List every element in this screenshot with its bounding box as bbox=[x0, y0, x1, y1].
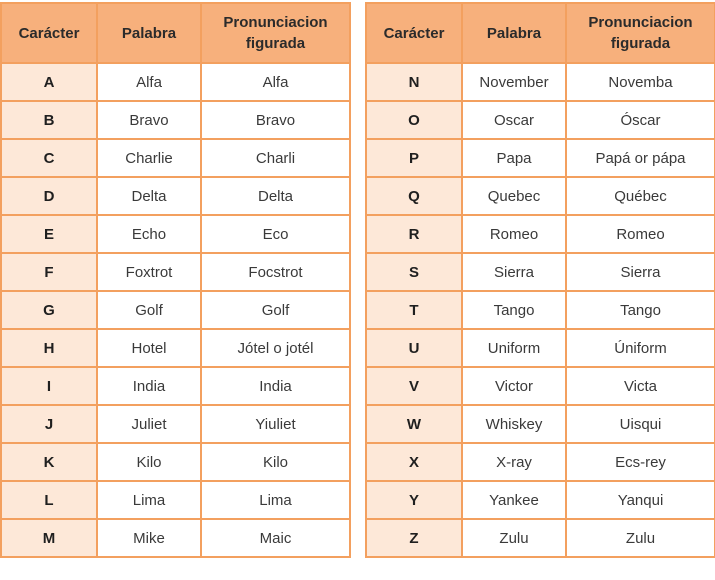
header-word: Palabra bbox=[462, 3, 566, 63]
character-cell: X bbox=[366, 443, 462, 481]
table-row bbox=[1, 367, 350, 405]
word-cell: Papa bbox=[462, 139, 566, 177]
pronunciation-cell: Bravo bbox=[201, 101, 350, 139]
table-row bbox=[1, 139, 350, 177]
table-row bbox=[1, 519, 350, 557]
character-cell: B bbox=[1, 101, 97, 139]
pronunciation-cell: India bbox=[201, 367, 350, 405]
character-cell: I bbox=[1, 367, 97, 405]
pronunciation-cell: Lima bbox=[201, 481, 350, 519]
header-pronunciation: Pronunciacion figurada bbox=[566, 3, 715, 63]
phonetic-table-left bbox=[0, 2, 351, 558]
table-row bbox=[366, 329, 715, 367]
character-cell: Y bbox=[366, 481, 462, 519]
character-cell: K bbox=[1, 443, 97, 481]
header-row bbox=[1, 3, 350, 63]
table-row bbox=[1, 481, 350, 519]
word-cell: Romeo bbox=[462, 215, 566, 253]
header-pronunciation: Pronunciacion figurada bbox=[201, 3, 350, 63]
table-row bbox=[366, 405, 715, 443]
table-row bbox=[1, 443, 350, 481]
word-cell: Bravo bbox=[97, 101, 201, 139]
pronunciation-cell: Tango bbox=[566, 291, 715, 329]
character-cell: M bbox=[1, 519, 97, 557]
word-cell: Delta bbox=[97, 177, 201, 215]
pronunciation-cell: Papá or pápa bbox=[566, 139, 715, 177]
word-cell: Mike bbox=[97, 519, 201, 557]
pronunciation-cell: Alfa bbox=[201, 63, 350, 101]
header-row bbox=[366, 3, 715, 63]
word-cell: Echo bbox=[97, 215, 201, 253]
table-row bbox=[1, 291, 350, 329]
table-row bbox=[366, 215, 715, 253]
word-cell: Sierra bbox=[462, 253, 566, 291]
table-row bbox=[1, 253, 350, 291]
character-cell: P bbox=[366, 139, 462, 177]
pronunciation-cell: Novemba bbox=[566, 63, 715, 101]
character-cell: F bbox=[1, 253, 97, 291]
table-row bbox=[1, 177, 350, 215]
table-row bbox=[1, 405, 350, 443]
table-row bbox=[366, 101, 715, 139]
table-row bbox=[1, 329, 350, 367]
header-character: Carácter bbox=[1, 3, 97, 63]
pronunciation-cell: Victa bbox=[566, 367, 715, 405]
word-cell: Zulu bbox=[462, 519, 566, 557]
table-row bbox=[1, 215, 350, 253]
phonetic-table-right bbox=[365, 2, 715, 558]
word-cell: Hotel bbox=[97, 329, 201, 367]
word-cell: November bbox=[462, 63, 566, 101]
word-cell: Golf bbox=[97, 291, 201, 329]
pronunciation-cell: Yanqui bbox=[566, 481, 715, 519]
table-row bbox=[366, 519, 715, 557]
header-character: Carácter bbox=[366, 3, 462, 63]
pronunciation-cell: Québec bbox=[566, 177, 715, 215]
character-cell: N bbox=[366, 63, 462, 101]
character-cell: G bbox=[1, 291, 97, 329]
word-cell: Charlie bbox=[97, 139, 201, 177]
pronunciation-cell: Charli bbox=[201, 139, 350, 177]
word-cell: X-ray bbox=[462, 443, 566, 481]
character-cell: Q bbox=[366, 177, 462, 215]
character-cell: A bbox=[1, 63, 97, 101]
character-cell: R bbox=[366, 215, 462, 253]
pronunciation-cell: Uisqui bbox=[566, 405, 715, 443]
pronunciation-cell: Maic bbox=[201, 519, 350, 557]
table-row bbox=[366, 253, 715, 291]
character-cell: V bbox=[366, 367, 462, 405]
character-cell: W bbox=[366, 405, 462, 443]
table-row bbox=[366, 443, 715, 481]
pronunciation-cell: Zulu bbox=[566, 519, 715, 557]
character-cell: T bbox=[366, 291, 462, 329]
word-cell: Kilo bbox=[97, 443, 201, 481]
pronunciation-cell: Ecs-rey bbox=[566, 443, 715, 481]
header-word: Palabra bbox=[97, 3, 201, 63]
table-row bbox=[366, 177, 715, 215]
word-cell: Yankee bbox=[462, 481, 566, 519]
word-cell: Foxtrot bbox=[97, 253, 201, 291]
table-body-left bbox=[1, 63, 350, 557]
word-cell: Tango bbox=[462, 291, 566, 329]
word-cell: Quebec bbox=[462, 177, 566, 215]
character-cell: J bbox=[1, 405, 97, 443]
pronunciation-cell: Úniform bbox=[566, 329, 715, 367]
pronunciation-cell: Jótel o jotél bbox=[201, 329, 350, 367]
character-cell: L bbox=[1, 481, 97, 519]
pronunciation-cell: Eco bbox=[201, 215, 350, 253]
pronunciation-cell: Sierra bbox=[566, 253, 715, 291]
table-row bbox=[1, 63, 350, 101]
character-cell: S bbox=[366, 253, 462, 291]
pronunciation-cell: Romeo bbox=[566, 215, 715, 253]
pronunciation-cell: Yiuliet bbox=[201, 405, 350, 443]
table-body-right bbox=[366, 63, 715, 557]
word-cell: Lima bbox=[97, 481, 201, 519]
word-cell: India bbox=[97, 367, 201, 405]
pronunciation-cell: Kilo bbox=[201, 443, 350, 481]
character-cell: Z bbox=[366, 519, 462, 557]
pronunciation-cell: Golf bbox=[201, 291, 350, 329]
table-row bbox=[366, 367, 715, 405]
pronunciation-cell: Delta bbox=[201, 177, 350, 215]
pronunciation-cell: Óscar bbox=[566, 101, 715, 139]
table-row bbox=[366, 139, 715, 177]
word-cell: Victor bbox=[462, 367, 566, 405]
character-cell: U bbox=[366, 329, 462, 367]
word-cell: Alfa bbox=[97, 63, 201, 101]
character-cell: O bbox=[366, 101, 462, 139]
word-cell: Oscar bbox=[462, 101, 566, 139]
table-row bbox=[1, 101, 350, 139]
word-cell: Whiskey bbox=[462, 405, 566, 443]
character-cell: H bbox=[1, 329, 97, 367]
word-cell: Uniform bbox=[462, 329, 566, 367]
character-cell: D bbox=[1, 177, 97, 215]
word-cell: Juliet bbox=[97, 405, 201, 443]
pronunciation-cell: Focstrot bbox=[201, 253, 350, 291]
table-row bbox=[366, 63, 715, 101]
table-row bbox=[366, 291, 715, 329]
table-row bbox=[366, 481, 715, 519]
character-cell: C bbox=[1, 139, 97, 177]
character-cell: E bbox=[1, 215, 97, 253]
